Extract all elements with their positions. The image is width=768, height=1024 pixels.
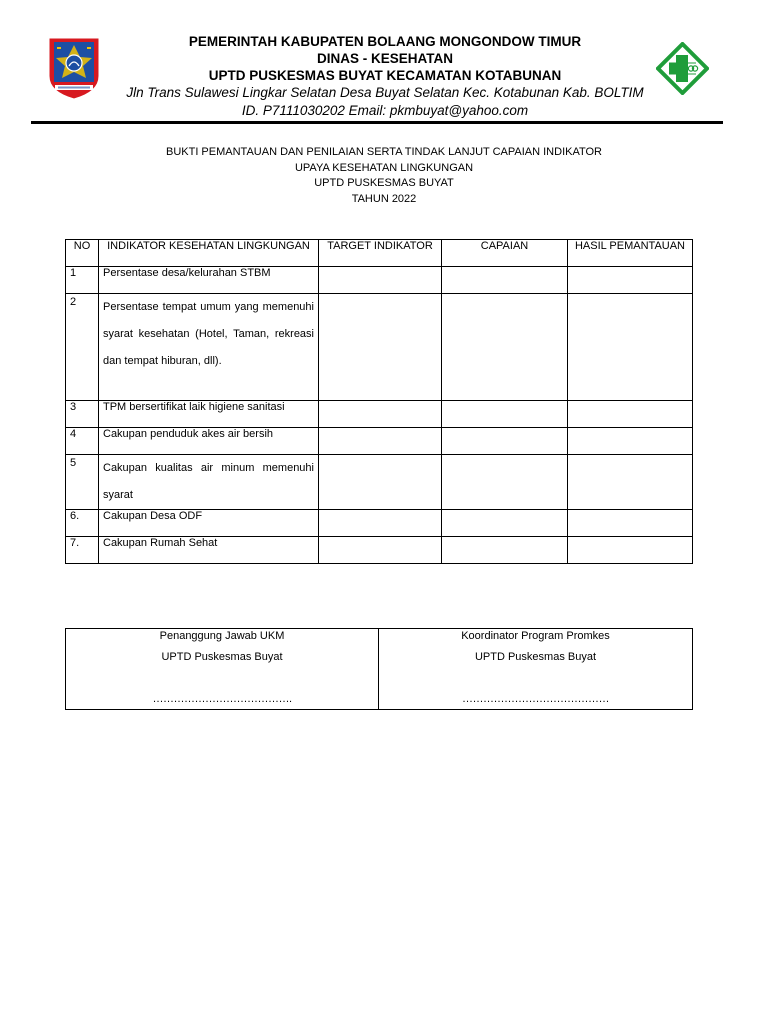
letterhead — [110, 33, 660, 120]
row-target — [319, 455, 442, 510]
row-hasil — [568, 537, 693, 564]
row-indikator: TPM bersertifikat laik higiene sanitasi — [99, 401, 319, 428]
row-no: 6. — [66, 510, 99, 537]
signature-right — [379, 629, 693, 710]
row-indikator: Cakupan Desa ODF — [99, 510, 319, 537]
header-indikator: INDIKATOR KESEHATAN LINGKUNGAN — [99, 240, 319, 267]
indicator-table — [65, 239, 693, 564]
row-hasil — [568, 428, 693, 455]
header-contact: ID. P7111030202 Email: pkmbuyat@yahoo.com — [241, 103, 529, 118]
puskesmas-logo-icon — [656, 42, 709, 95]
table-row — [66, 510, 693, 537]
row-no: 3 — [66, 401, 99, 428]
title-line-4: TAHUN 2022 — [351, 192, 417, 205]
row-hasil — [568, 294, 693, 401]
header-hasil: HASIL PEMANTAUAN — [568, 240, 693, 267]
row-hasil — [568, 267, 693, 294]
header-institution: UPTD PUSKESMAS BUYAT KECAMATAN KOTABUNAN — [208, 68, 562, 83]
row-indikator: Persentase desa/kelurahan STBM — [99, 267, 319, 294]
signature-right-line: …………………………………… — [462, 693, 609, 705]
signature-row — [66, 629, 693, 710]
header-government: PEMERINTAH KABUPATEN BOLAANG MONGONDOW TIMUR — [188, 34, 582, 49]
row-hasil — [568, 401, 693, 428]
row-indikator: Persentase tempat umum yang memenuhi syarat kesehatan (Hotel, Taman, rekreasi dan tempat hiburan, dll). — [99, 294, 319, 401]
row-indikator: Cakupan kualitas air minum memenuhi syarat — [99, 455, 319, 510]
row-target — [319, 510, 442, 537]
row-no: 2 — [66, 294, 99, 401]
row-capaian — [442, 510, 568, 537]
row-capaian — [442, 537, 568, 564]
table-row — [66, 294, 693, 401]
row-no: 5 — [66, 455, 99, 510]
row-capaian — [442, 294, 568, 401]
row-indikator: Cakupan Rumah Sehat — [99, 537, 319, 564]
row-capaian — [442, 267, 568, 294]
header-department: DINAS - KESEHATAN — [316, 51, 453, 66]
signature-right-role: Koordinator Program Promkes — [461, 630, 610, 642]
table-row — [66, 455, 693, 510]
letterhead-divider — [31, 121, 723, 124]
regency-emblem-icon — [47, 36, 101, 100]
row-hasil — [568, 455, 693, 510]
table-row — [66, 267, 693, 294]
signature-left-line: …………………………………. — [152, 693, 292, 705]
row-target — [319, 267, 442, 294]
header-no: NO — [66, 240, 99, 267]
header-address: Jln Trans Sulawesi Lingkar Selatan Desa Buyat Selatan Kec. Kotabunan Kab. BOLTIM — [126, 85, 644, 100]
title-line-3: UPTD PUSKESMAS BUYAT — [314, 177, 454, 189]
title-line-1: BUKTI PEMANTAUAN DAN PENILAIAN SERTA TINDAK LANJUT CAPAIAN INDIKATOR — [165, 146, 603, 158]
row-capaian — [442, 428, 568, 455]
table-row — [66, 428, 693, 455]
signature-table — [65, 628, 693, 710]
table-row — [66, 401, 693, 428]
signature-left-unit: UPTD Puskesmas Buyat — [161, 651, 283, 663]
row-capaian — [442, 455, 568, 510]
row-target — [319, 401, 442, 428]
row-target — [319, 428, 442, 455]
signature-right-unit: UPTD Puskesmas Buyat — [474, 651, 597, 663]
signature-left-role: Penanggung Jawab UKM — [159, 630, 285, 642]
header-capaian: CAPAIAN — [442, 240, 568, 267]
row-no: 4 — [66, 428, 99, 455]
row-indikator: Cakupan penduduk akes air bersih — [99, 428, 319, 455]
title-line-2: UPAYA KESEHATAN LINGKUNGAN — [294, 161, 474, 174]
table-row — [66, 537, 693, 564]
signature-left — [66, 629, 379, 710]
row-target — [319, 537, 442, 564]
row-capaian — [442, 401, 568, 428]
table-header-row — [66, 240, 693, 267]
row-hasil — [568, 510, 693, 537]
document-title — [66, 145, 702, 207]
row-no: 1 — [66, 267, 99, 294]
row-target — [319, 294, 442, 401]
row-no: 7. — [66, 537, 99, 564]
header-target: TARGET INDIKATOR — [319, 240, 442, 267]
